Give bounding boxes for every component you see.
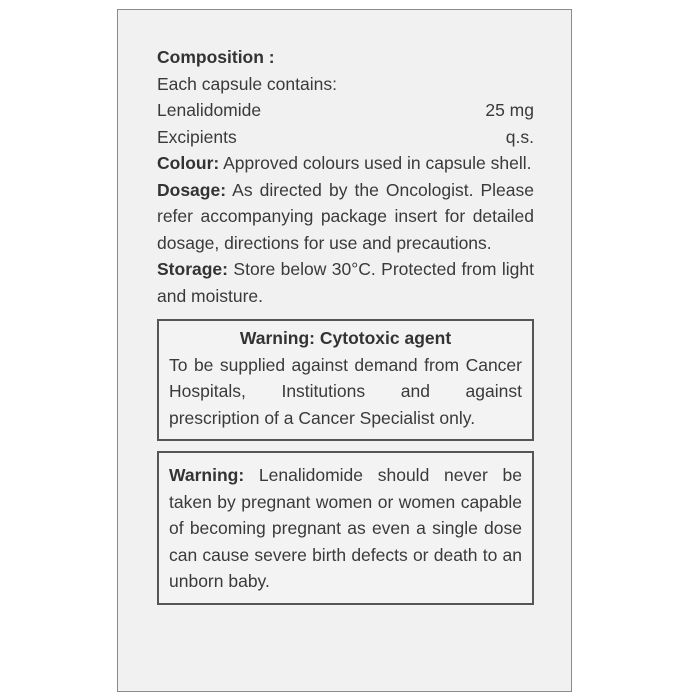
pregnancy-warning-body: [169, 462, 522, 595]
cytotoxic-warning-box: [157, 319, 534, 441]
dosage-text: As directed by the Oncologist. Please refer accompanying package insert for detailed dosage, directions for use and precautions.: [157, 179, 534, 253]
pregnancy-warning-label: Warning:: [169, 465, 245, 485]
pregnancy-warning-text: Lenalidomide should never be taken by pregnant women or women capable of becoming pregnant as even a single dose can cause severe birth defects or death to an unborn baby.: [169, 465, 522, 591]
storage-text: Store below 30°C. Protected from light and moisture.: [157, 259, 534, 306]
ingredient-name: Excipients: [157, 126, 237, 147]
composition-intro: Each capsule contains:: [157, 73, 337, 94]
colour-text: Approved colours used in capsule shell.: [223, 153, 532, 173]
dosage-section: [157, 177, 534, 257]
composition-heading: Composition :: [157, 47, 275, 67]
storage-label: Storage:: [157, 259, 228, 279]
colour-section: [157, 150, 534, 177]
label-panel: [117, 9, 572, 692]
cytotoxic-warning-title: Warning: Cytotoxic agent: [239, 328, 452, 348]
cytotoxic-warning-text: To be supplied against demand from Cancer Hospitals, Institutions and against prescription of a Cancer Specialist only.: [169, 354, 522, 428]
dosage-label: Dosage:: [157, 179, 227, 200]
pregnancy-warning-box: [157, 451, 534, 605]
label-content: [157, 44, 534, 605]
ingredient-amount: q.s.: [505, 126, 534, 147]
composition-row: [157, 97, 534, 124]
colour-label: Colour:: [157, 153, 220, 173]
ingredient-name: Lenalidomide: [157, 100, 262, 120]
ingredient-amount: 25 mg: [485, 100, 534, 120]
composition-row: [157, 124, 534, 151]
storage-section: [157, 256, 534, 309]
